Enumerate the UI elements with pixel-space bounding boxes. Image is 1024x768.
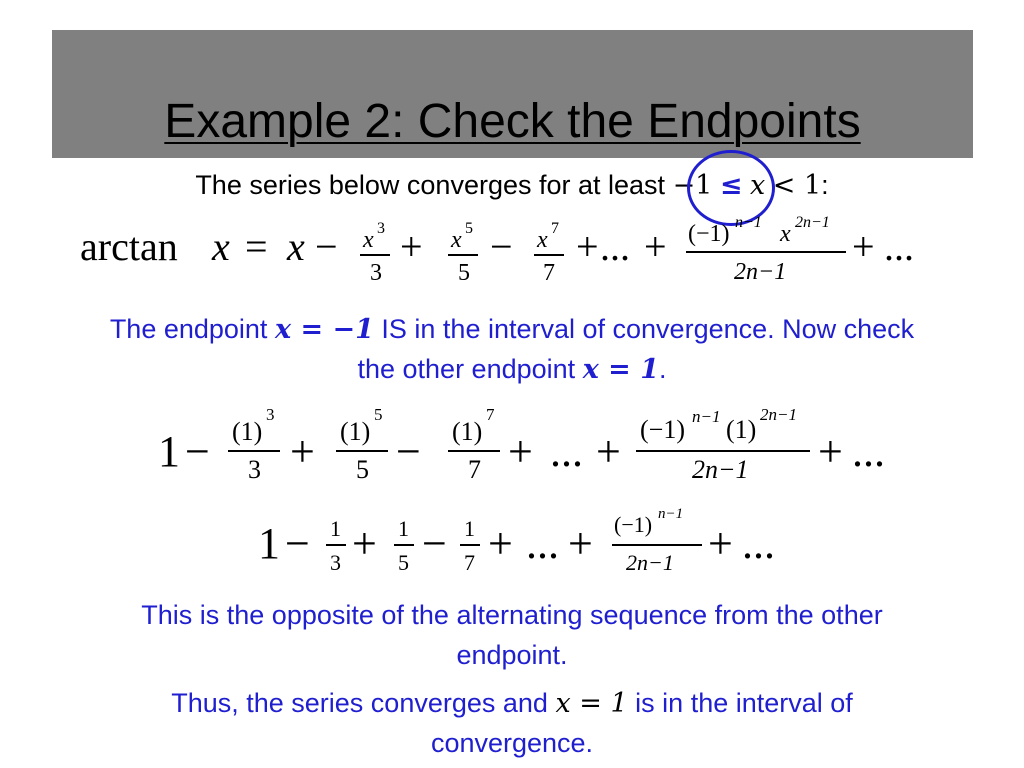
eq3-exp-n-minus-1: n−1	[658, 506, 684, 522]
endpoint-line-1	[0, 312, 1024, 347]
eq3-frac-bar-2	[394, 544, 414, 546]
intro-math-lhs: −1	[672, 170, 713, 201]
eq1-dots1: ...	[600, 224, 630, 269]
eq2-exp3: 3	[266, 405, 275, 424]
eq1-num-x-general: x	[780, 221, 791, 247]
eq2-exp5: 5	[374, 405, 383, 424]
eq2-plus4: +	[818, 427, 843, 476]
endpoint-text-1a: The endpoint	[109, 314, 268, 344]
endpoint-math-1: x = −1	[274, 314, 374, 345]
conclusion-line-1	[0, 686, 1024, 721]
conclusion-text-1b: is in the interval of	[635, 688, 853, 718]
intro-math-rhs: < 1	[772, 170, 822, 201]
eq1-plus4: +	[852, 224, 875, 269]
eq3-plus3: +	[568, 519, 593, 568]
endpoint-line-2	[0, 352, 1024, 387]
eq2-den3: 3	[248, 455, 261, 484]
opposite-line-1: This is the opposite of the alternating sequence from the other	[141, 600, 883, 630]
eq2-exp-2n-minus-1: 2n−1	[760, 405, 797, 424]
eq1-exp-n-minus-1: n−1	[735, 214, 762, 231]
eq3-plus4: +	[708, 519, 733, 568]
eq3-one: 1	[258, 519, 280, 568]
eq3-dots2: ...	[742, 519, 775, 568]
eq1-frac-bar-1	[360, 254, 390, 256]
intro-math-var: x	[750, 170, 766, 201]
eq1-exp5: 5	[465, 220, 473, 237]
eq1-num-x3: x	[363, 227, 374, 253]
eq3-num-1: 1	[330, 516, 341, 541]
eq2-frac-bar-1	[228, 450, 280, 452]
intro-text: The series below converges for at least	[195, 170, 666, 200]
eq3-frac-bar-3	[460, 544, 480, 546]
eq2-paren-one-3: (1)	[452, 417, 483, 446]
eq2-exp-n-minus-1: n−1	[692, 407, 721, 426]
equation-simplified-series	[0, 500, 1024, 590]
title-bar	[52, 30, 973, 158]
endpoint-text-2b: .	[659, 354, 667, 384]
eq3-den3: 3	[330, 550, 341, 575]
slide-title: Example 2: Check the Endpoints	[164, 95, 861, 148]
eq1-minus1: −	[315, 224, 338, 269]
eq1-minus2: −	[490, 224, 513, 269]
intro-colon: :	[821, 170, 829, 200]
eq1-neg-one: (−1)	[688, 221, 730, 247]
eq2-dots2: ...	[852, 427, 885, 476]
eq3-den5: 5	[398, 550, 409, 575]
eq1-plus2: +	[576, 224, 599, 269]
intro-math-leq: ≤	[719, 170, 743, 201]
endpoint-text-1b: IS in the interval of convergence. Now check	[381, 314, 915, 344]
eq1-x2: x	[287, 224, 305, 269]
eq2-paren-one-2: (1)	[340, 417, 371, 446]
eq1-den5: 5	[458, 260, 470, 286]
eq2-dots1: ...	[550, 427, 583, 476]
eq1-den-general: 2n−1	[734, 259, 787, 285]
equation-substituted-series	[0, 398, 1024, 503]
eq3-plus1: +	[352, 519, 377, 568]
eq3-frac-bar-1	[326, 544, 346, 546]
conclusion-line-2: convergence.	[430, 728, 594, 758]
conclusion-math: x = 1	[555, 688, 628, 719]
eq2-frac-bar-general	[636, 450, 810, 452]
eq1-frac-bar-2	[448, 254, 478, 256]
eq2-den7: 7	[468, 455, 481, 484]
eq3-minus1: −	[285, 519, 310, 568]
eq1-num-x7: x	[537, 227, 548, 253]
eq3-num-3: 1	[464, 516, 475, 541]
endpoint-text-2a: the other endpoint	[357, 354, 576, 384]
eq3-den7: 7	[464, 550, 475, 575]
equation-arctan-series	[0, 205, 1024, 300]
eq3-minus2: −	[422, 519, 447, 568]
eq2-frac-bar-3	[448, 450, 500, 452]
eq1-dots2: ...	[884, 224, 914, 269]
eq1-arctan: arctan	[80, 224, 178, 269]
intro-line	[0, 168, 1024, 203]
eq2-den-general: 2n−1	[692, 455, 749, 484]
eq2-den5: 5	[356, 455, 369, 484]
eq3-den-general: 2n−1	[626, 550, 674, 575]
eq2-neg-one: (−1)	[640, 415, 685, 444]
eq1-exp3: 3	[377, 220, 385, 237]
eq1-frac-bar-general	[686, 251, 846, 253]
opposite-line-2: endpoint.	[456, 640, 568, 670]
eq1-plus3: +	[644, 224, 667, 269]
eq1-equals: =	[245, 224, 268, 269]
eq3-neg-one: (−1)	[614, 512, 653, 537]
endpoint-math-2: x = 1	[582, 354, 659, 385]
eq2-frac-bar-2	[336, 450, 388, 452]
eq1-num-x5: x	[451, 227, 462, 253]
eq1-exp7: 7	[551, 220, 559, 237]
eq3-frac-bar-general	[612, 544, 702, 546]
eq3-plus2: +	[488, 519, 513, 568]
eq1-x: x	[212, 224, 230, 269]
conclusion-text-1a: Thus, the series converges and	[171, 688, 548, 718]
eq2-exp7: 7	[486, 405, 495, 424]
eq1-exp-2n-minus-1: 2n−1	[795, 214, 830, 231]
eq2-plus2: +	[508, 427, 533, 476]
eq1-den3: 3	[370, 260, 382, 286]
eq2-one: 1	[158, 427, 180, 476]
eq2-minus1: −	[185, 427, 210, 476]
eq2-plus3: +	[596, 427, 621, 476]
eq2-paren-one-4: (1)	[726, 415, 757, 444]
eq1-plus1: +	[400, 224, 423, 269]
eq2-plus1: +	[290, 427, 315, 476]
eq2-minus2: −	[396, 427, 421, 476]
eq1-frac-bar-3	[534, 254, 564, 256]
eq1-den7: 7	[543, 260, 555, 286]
eq3-num-2: 1	[398, 516, 409, 541]
eq2-paren-one-1: (1)	[232, 417, 263, 446]
eq3-dots1: ...	[526, 519, 559, 568]
